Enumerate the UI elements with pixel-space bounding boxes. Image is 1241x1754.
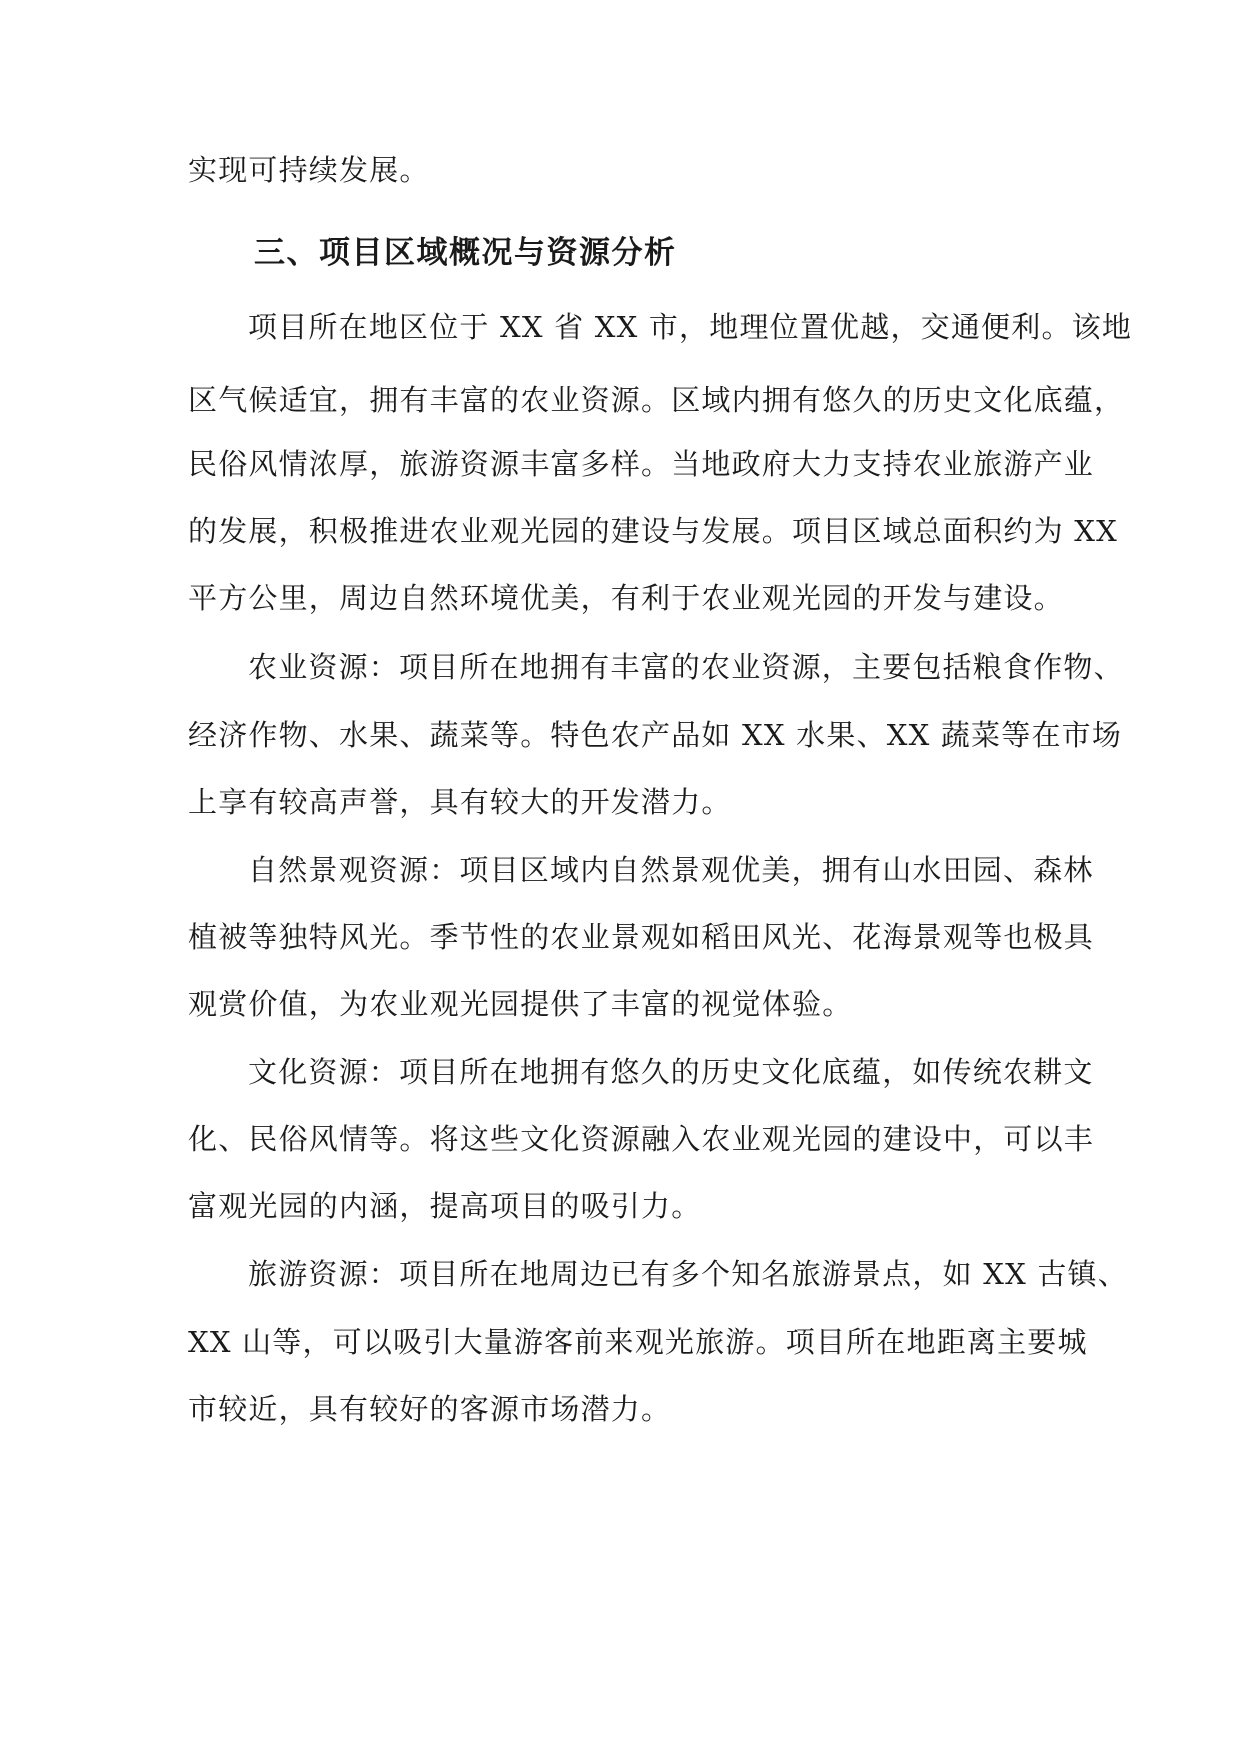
paragraph-culture-line-1: 文化资源：项目所在地拥有悠久的历史文化底蕴，如传统农耕文 <box>248 1055 1094 1089</box>
paragraph-tourism-line-1: 旅游资源：项目所在地周边已有多个知名旅游景点，如 XX 古镇、 <box>248 1257 1128 1291</box>
paragraph-region-line-2: 区气候适宜，拥有丰富的农业资源。区域内拥有悠久的历史文化底蕴， <box>188 383 1125 417</box>
paragraph-nature-line-3: 观赏价值，为农业观光园提供了丰富的视觉体验。 <box>188 987 853 1021</box>
paragraph-tourism-line-3: 市较近，具有较好的客源市场潜力。 <box>188 1392 672 1426</box>
paragraph-agriculture-line-3: 上享有较高声誉，具有较大的开发潜力。 <box>188 785 732 819</box>
section-heading: 三、项目区域概况与资源分析 <box>254 235 677 271</box>
paragraph-region-line-3: 民俗风情浓厚，旅游资源丰富多样。当地政府大力支持农业旅游产业 <box>188 447 1095 481</box>
paragraph-region-line-5: 平方公里，周边自然环境优美，有利于农业观光园的开发与建设。 <box>188 581 1064 615</box>
paragraph-intro-closing: 实现可持续发展。 <box>188 153 430 187</box>
paragraph-nature-line-2: 植被等独特风光。季节性的农业景观如稻田风光、花海景观等也极具 <box>188 920 1095 954</box>
paragraph-agriculture-line-1: 农业资源：项目所在地拥有丰富的农业资源，主要包括粮食作物、 <box>248 650 1124 684</box>
paragraph-region-line-4: 的发展，积极推进农业观光园的建设与发展。项目区域总面积约为 XX <box>188 514 1118 548</box>
paragraph-agriculture-line-2: 经济作物、水果、蔬菜等。特色农产品如 XX 水果、XX 蔬菜等在市场 <box>188 718 1123 752</box>
paragraph-region-line-1: 项目所在地区位于 XX 省 XX 市，地理位置优越，交通便利。该地 <box>248 310 1133 344</box>
paragraph-culture-line-3: 富观光园的内涵，提高项目的吸引力。 <box>188 1189 702 1223</box>
paragraph-culture-line-2: 化、民俗风情等。将这些文化资源融入农业观光园的建设中，可以丰 <box>188 1122 1095 1156</box>
paragraph-nature-line-1: 自然景观资源：项目区域内自然景观优美，拥有山水田园、森林 <box>248 853 1094 887</box>
paragraph-tourism-line-2: XX 山等，可以吸引大量游客前来观光旅游。项目所在地距离主要城 <box>188 1325 1088 1359</box>
